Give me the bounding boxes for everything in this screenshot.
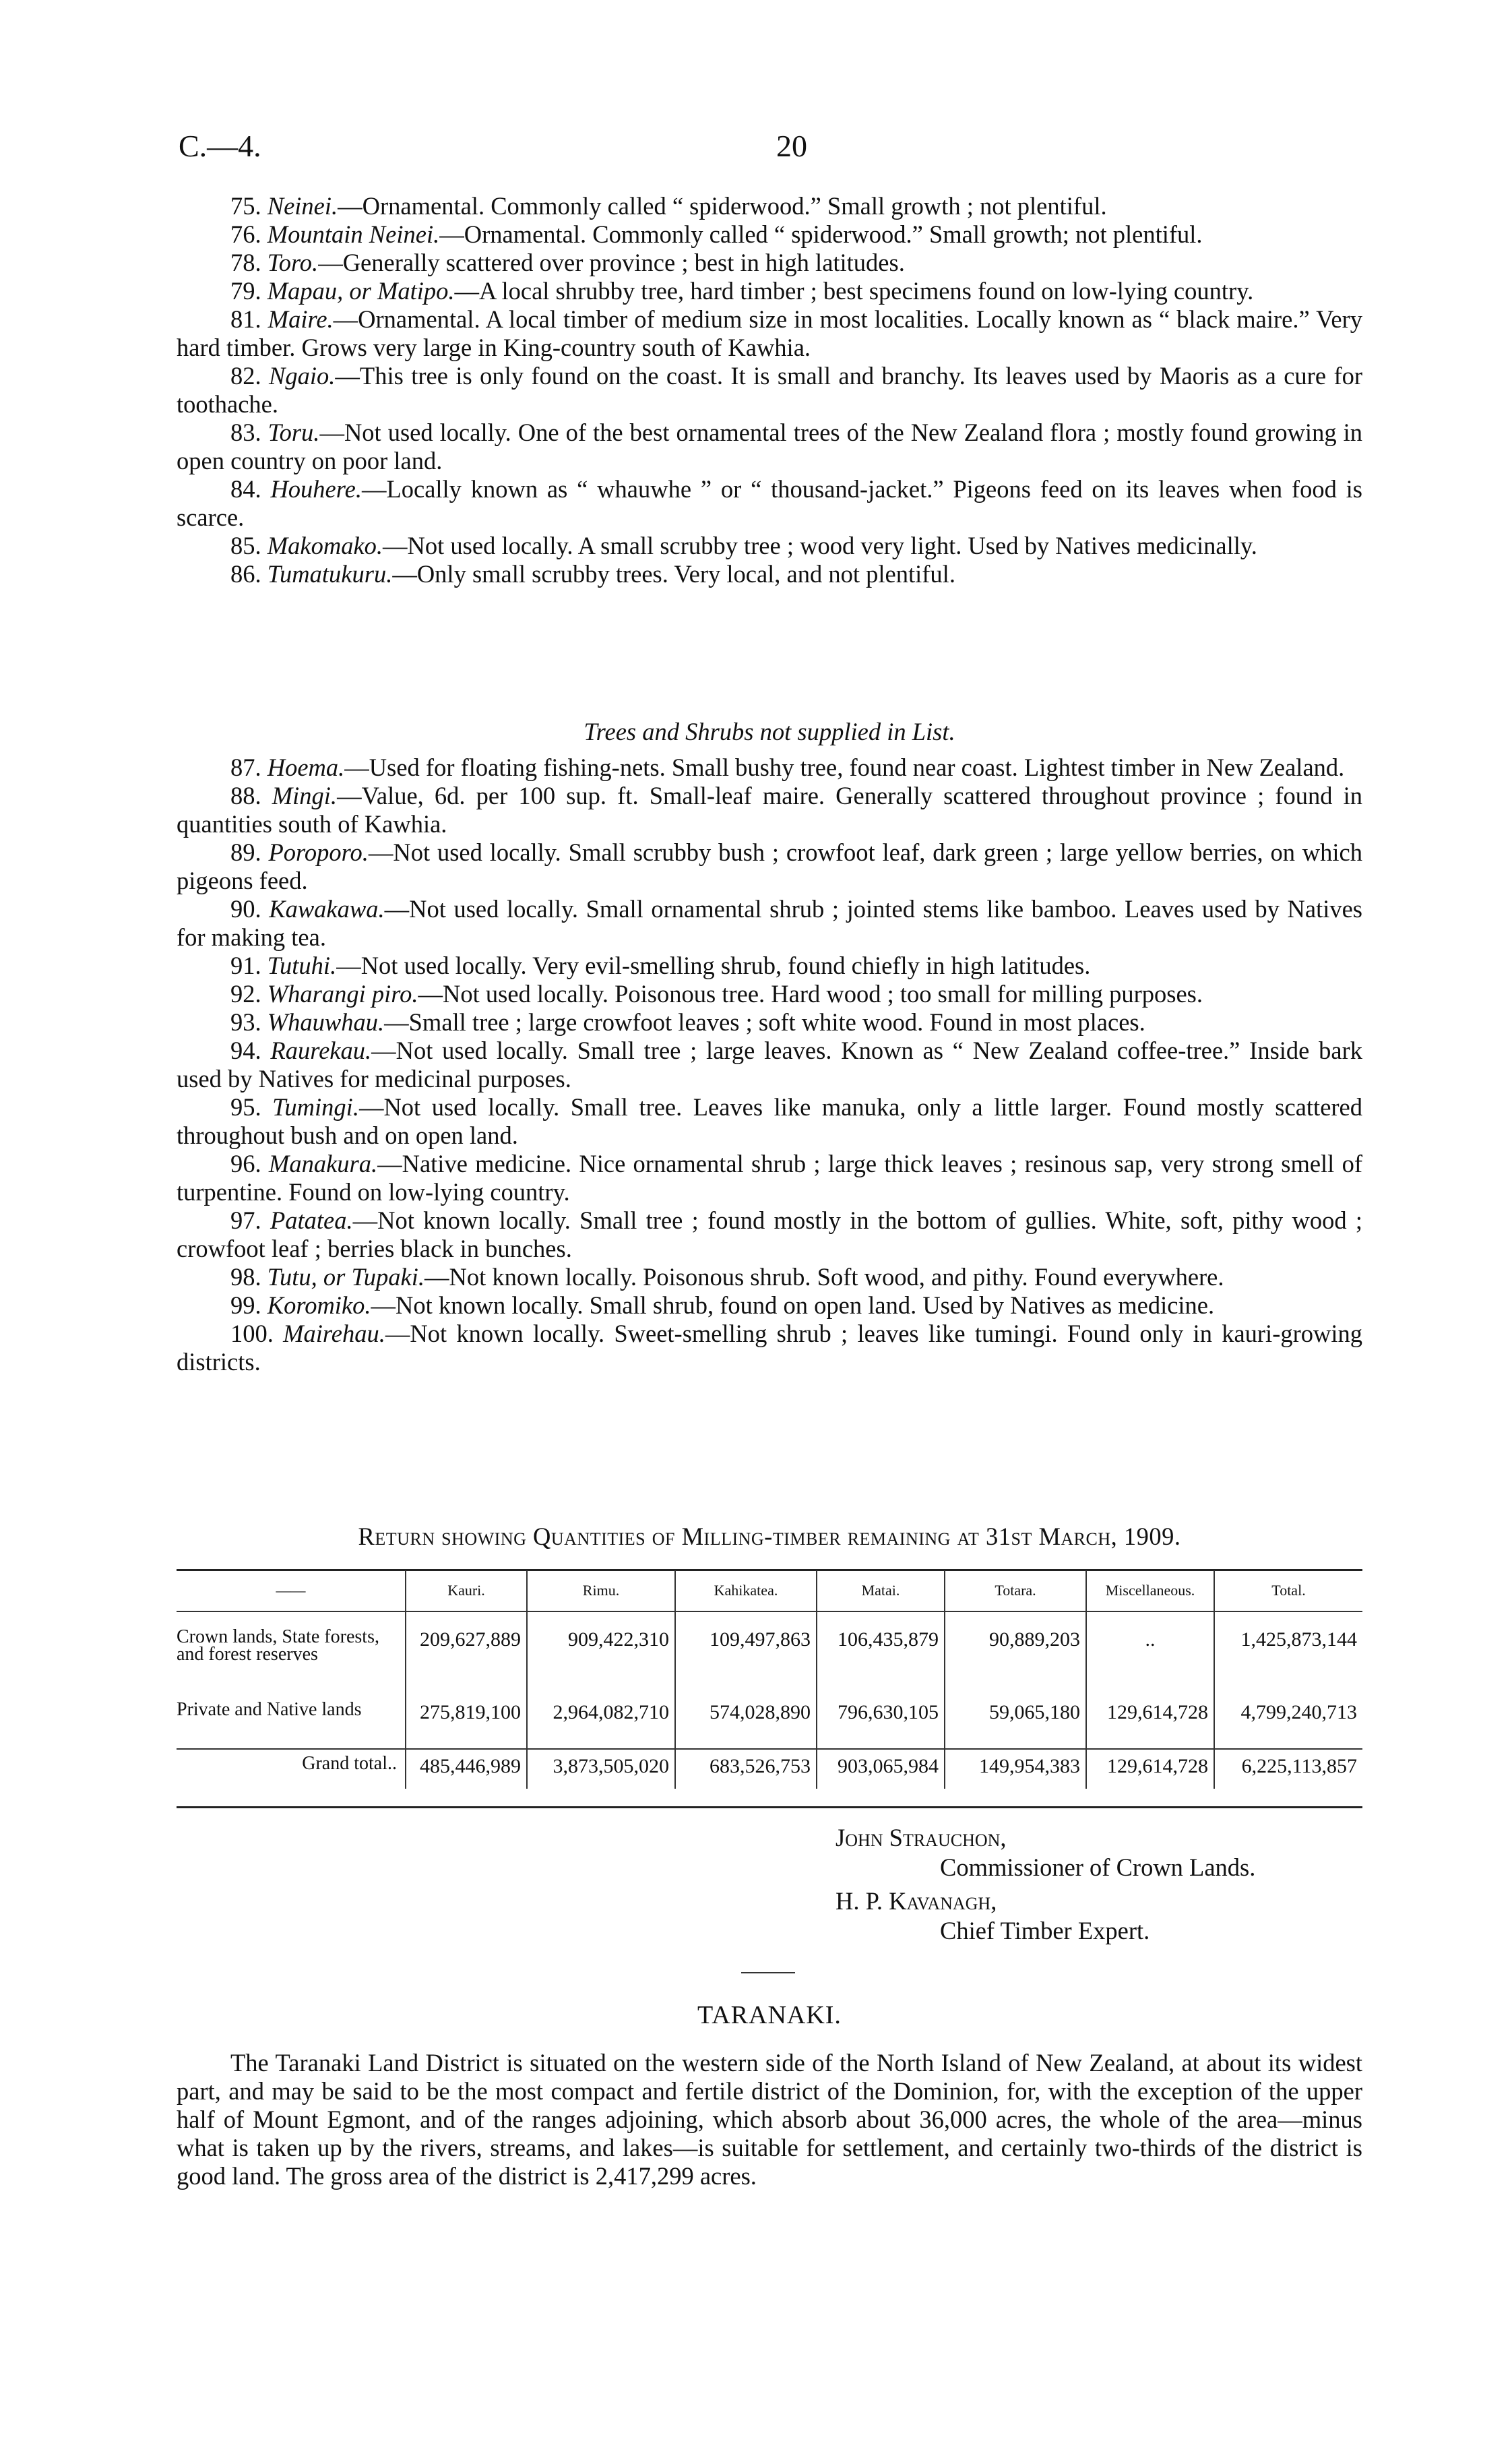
subsection-heading: Trees and Shrubs not supplied in List. [584, 718, 955, 745]
tree-entry: 100. Mairehau.—Not known locally. Sweet-smelling shrub ; leaves like tumingi. Found only in kauri-growing districts. [177, 1320, 1363, 1376]
table-cell: 6,225,113,857 [1214, 1749, 1362, 1789]
table-cell: 796,630,105 [817, 1694, 945, 1749]
signatory-name: H. P. Kavanagh, [836, 1887, 997, 1915]
signatory-title: Chief Timber Expert. [940, 1917, 1150, 1944]
table-cell: 59,065,180 [945, 1694, 1086, 1749]
column-header: Rimu. [527, 1570, 675, 1611]
signature-block [836, 1823, 1255, 1946]
column-header: Matai. [817, 1570, 945, 1611]
row-label: Grand total.. [177, 1749, 406, 1789]
tree-entry: 83. Toru.—Not used locally. One of the best ornamental trees of the New Zealand flora ; mostly found growing in open country on poor land. [177, 419, 1362, 474]
document-reference: C.—4. [179, 129, 261, 163]
table-cell: 903,065,984 [817, 1749, 945, 1789]
tree-entry: 98. Tutu, or Tupaki.—Not known locally. Poisonous shrub. Soft wood, and pithy. Found everywhere. [230, 1263, 1224, 1291]
tree-entry: 88. Mingi.—Value, 6d. per 100 sup. ft. Small-leaf maire. Generally scattered throughout province ; found in quantities south of Kawhia. [177, 782, 1363, 838]
table-cell: .. [1086, 1611, 1214, 1694]
tree-entry: 96. Manakura.—Native medicine. Nice ornamental shrub ; large thick leaves ; resinous sap, very strong smell of turpentine. Found on low-lying country. [177, 1150, 1363, 1206]
tree-entry: 76. Mountain Neinei.—Ornamental. Commonly called “ spiderwood.” Small growth; not plentiful. [230, 220, 1203, 248]
tree-entry: 78. Toro.—Generally scattered over province ; best in high latitudes. [230, 249, 905, 276]
tree-entry: 87. Hoema.—Used for floating fishing-nets. Small bushy tree, found near coast. Lightest timber in New Zealand. [230, 754, 1345, 781]
grand-total-row [177, 1749, 1362, 1789]
tree-entry: 85. Makomako.—Not used locally. A small scrubby tree ; wood very light. Used by Natives medicinally. [230, 532, 1257, 559]
table-title: Return showing Quantities of Milling-timber remaining at 31st March, 1909. [358, 1523, 1181, 1550]
table-cell: 909,422,310 [527, 1611, 675, 1694]
tree-entry: 89. Poroporo.—Not used locally. Small scrubby bush ; crowfoot leaf, dark green ; large yellow berries, on which pigeons feed. [177, 838, 1363, 894]
tree-entry: 94. Raurekau.—Not used locally. Small tree ; large leaves. Known as “ New Zealand coffee-tree.” Inside bark used by Natives for medicinal purposes. [177, 1037, 1363, 1093]
table-cell: 275,819,100 [406, 1694, 527, 1749]
section-paragraph: The Taranaki Land District is situated on the western side of the North Island of New Zealand, at about its widest part, and may be said to be the most compact and fertile district of the Dominion, for, with the exception of the upper half of Mount Egmont, and of the ranges adjoining, which absorb about 36,000 acres, the whole of the area—minus what is taken up by the rivers, streams, and lakes—is suitable for settlement, and certainly two-thirds of the district is good land. The gross area of the district is 2,417,299 acres. [177, 2049, 1362, 2190]
table-cell: 90,889,203 [945, 1611, 1086, 1694]
tree-entry: 99. Koromiko.—Not known locally. Small shrub, found on open land. Used by Natives as medicine. [230, 1291, 1215, 1319]
table-cell: 4,799,240,713 [1214, 1694, 1362, 1749]
table-cell: 574,028,890 [675, 1694, 817, 1749]
row-label: Crown lands, State forests, and forest reserves [177, 1626, 379, 1665]
table-cell: 683,526,753 [675, 1749, 817, 1789]
row-label: Private and Native lands [177, 1699, 362, 1720]
page-header [172, 121, 1358, 175]
table-cell: 1,425,873,144 [1214, 1611, 1362, 1694]
table-cell: 3,873,505,020 [527, 1749, 675, 1789]
column-header: Miscellaneous. [1086, 1570, 1214, 1611]
tree-entry: 97. Patatea.—Not known locally. Small tree ; found mostly in the bottom of gullies. White, soft, pithy wood ; crowfoot leaf ; berries black in bunches. [177, 1206, 1363, 1262]
milling-timber-table [177, 1570, 1362, 1789]
section-heading: TARANAKI. [697, 2001, 842, 2029]
table-cell: 2,964,082,710 [527, 1694, 675, 1749]
column-header: Kauri. [406, 1570, 527, 1611]
tree-entry: 91. Tutuhi.—Not used locally. Very evil-smelling shrub, found chiefly in high latitudes. [230, 952, 1091, 979]
page-number: 20 [776, 129, 807, 163]
table-cell: 149,954,383 [945, 1749, 1086, 1789]
tree-entry: 75. Neinei.—Ornamental. Commonly called “ spiderwood.” Small growth ; not plentiful. [230, 192, 1107, 220]
tree-entry: 90. Kawakawa.—Not used locally. Small ornamental shrub ; jointed stems like bamboo. Leaves used by Natives for making tea. [177, 895, 1362, 951]
tree-entries-list-2 [177, 754, 1362, 1376]
table-cell: 485,446,989 [406, 1749, 527, 1789]
signatory-name: John Strauchon, [836, 1824, 1007, 1851]
tree-entry: 81. Maire.—Ornamental. A local timber of medium size in most localities. Locally known as “ black maire.” Very hard timber. Grows very large in King-country south of Kawhia. [177, 305, 1362, 361]
table-cell: 209,627,889 [406, 1611, 527, 1694]
table-cell: 129,614,728 [1086, 1749, 1214, 1789]
table-header-row [177, 1570, 1362, 1611]
column-header: Kahikatea. [675, 1570, 817, 1611]
tree-entries-list-1 [177, 192, 1362, 588]
tree-entry: 84. Houhere.—Locally known as “ whauwhe ” or “ thousand-jacket.” Pigeons feed on its leaves when food is scarce. [177, 475, 1363, 531]
tree-entry: 79. Mapau, or Matipo.—A local shrubby tree, hard timber ; best specimens found on low-lying country. [230, 277, 1254, 305]
table-cell: 106,435,879 [817, 1611, 945, 1694]
table-cell: 109,497,863 [675, 1611, 817, 1694]
tree-entry: 86. Tumatukuru.—Only small scrubby trees. Very local, and not plentiful. [230, 560, 955, 588]
section-divider [741, 1972, 795, 1973]
column-header: —— [276, 1582, 306, 1599]
table-row [177, 1694, 1362, 1749]
signatory-title: Commissioner of Crown Lands. [940, 1853, 1256, 1881]
tree-entry: 82. Ngaio.—This tree is only found on the coast. It is small and branchy. Its leaves used by Maoris as a cure for toothache. [177, 362, 1362, 418]
tree-entry: 93. Whauwhau.—Small tree ; large crowfoot leaves ; soft white wood. Found in most places. [230, 1008, 1145, 1036]
column-header: Total. [1214, 1570, 1362, 1611]
column-header: Totara. [945, 1570, 1086, 1611]
tree-entry: 92. Wharangi piro.—Not used locally. Poisonous tree. Hard wood ; too small for milling purposes. [230, 980, 1203, 1008]
table-cell: 129,614,728 [1086, 1694, 1214, 1749]
table-bottom-rule [177, 1806, 1362, 1808]
tree-entry: 95. Tumingi.—Not used locally. Small tree. Leaves like manuka, only a little larger. Found mostly scattered throughout bush and on open land. [177, 1093, 1362, 1149]
table-row [177, 1611, 1362, 1694]
